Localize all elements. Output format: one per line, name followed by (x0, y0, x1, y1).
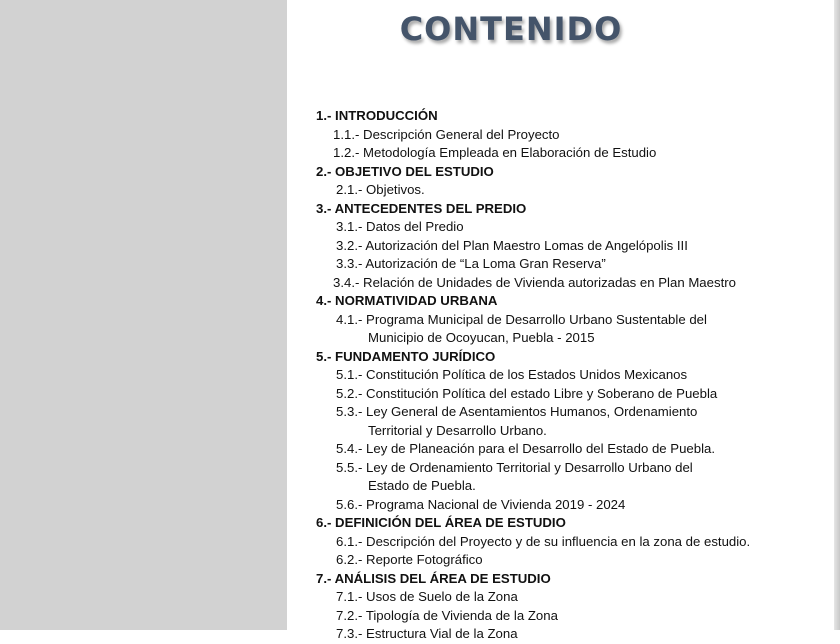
toc-entry-text: 6.- DEFINICIÓN DEL ÁREA DE ESTUDIO (316, 515, 566, 530)
right-page-edge (834, 0, 840, 630)
toc-entry-text: 5.1.- Constitución Política de los Estados Unidos Mexicanos (336, 367, 688, 382)
toc-entry (316, 181, 831, 200)
toc-section-heading (316, 570, 831, 589)
toc-entry-text: 3.4.- Relación de Unidades de Vivienda autorizadas en Plan Maestro (333, 274, 736, 290)
toc-entry-text: 6.1.- Descripción del Proyecto y de su influencia en la zona de estudio. (336, 533, 751, 549)
toc-entry (316, 237, 831, 256)
toc-entry-text: 5.4.- Ley de Planeación para el Desarrollo del Estado de Puebla. (336, 441, 716, 456)
toc-entry (316, 255, 831, 274)
toc-entry-text: 3.- ANTECEDENTES DEL PREDIO (316, 200, 527, 216)
toc-entry-text: 7.1.- Usos de Suelo de la Zona (336, 589, 518, 604)
toc-entry (316, 218, 831, 237)
toc-entry-text: 5.2.- Constitución Política del estado Libre y Soberano de Puebla (336, 385, 718, 401)
toc-entry (316, 144, 831, 163)
toc-entry-text: Municipio de Ocoyucan, Puebla - 2015 (368, 330, 595, 345)
toc-entry-continuation (316, 477, 831, 496)
toc-entry-text: 1.- INTRODUCCIÓN (316, 108, 438, 123)
toc-entry (316, 588, 831, 607)
toc-entry-text: 7.3.- Estructura Vial de la Zona (336, 626, 518, 641)
table-of-contents (316, 107, 831, 644)
left-gray-panel (0, 0, 287, 630)
toc-entry-text: 5.6.- Programa Nacional de Vivienda 2019 - 2024 (336, 496, 626, 512)
toc-entry (316, 625, 831, 644)
toc-entry (316, 403, 831, 422)
toc-entry-text: 5.5.- Ley de Ordenamiento Territorial y Desarrollo Urbano del (336, 459, 693, 475)
toc-entry-text: 7.2.- Tipología de Vivienda de la Zona (336, 607, 558, 623)
toc-entry-text: 2.1.- Objetivos. (336, 182, 425, 197)
toc-entry-text: 3.3.- Autorización de “La Loma Gran Reserva” (336, 256, 606, 271)
toc-section-heading (316, 514, 831, 533)
toc-entry-text: 1.1.- Descripción General del Proyecto (333, 126, 560, 142)
toc-section-heading (316, 292, 831, 311)
toc-entry-text: 7.- ANÁLISIS DEL ÁREA DE ESTUDIO (316, 570, 551, 586)
toc-entry-text: 4.1.- Programa Municipal de Desarrollo Urbano Sustentable del (336, 311, 707, 327)
toc-entry (316, 126, 831, 145)
toc-section-heading (316, 200, 831, 219)
toc-entry-continuation (316, 329, 831, 348)
toc-entry-text: Territorial y Desarrollo Urbano. (368, 422, 547, 438)
toc-entry-text: 1.2.- Metodología Empleada en Elaboración de Estudio (333, 145, 657, 160)
toc-entry (316, 459, 831, 478)
toc-entry-text: 5.3.- Ley General de Asentamientos Humanos, Ordenamiento (336, 404, 698, 419)
toc-entry-text: 3.2.- Autorización del Plan Maestro Lomas de Angelópolis III (336, 237, 688, 253)
toc-entry-text: 3.1.- Datos del Predio (336, 219, 464, 234)
toc-entry (316, 551, 831, 570)
page-title: CONTENIDO (399, 10, 623, 48)
toc-entry (316, 607, 831, 626)
toc-entry (316, 533, 831, 552)
toc-entry-text: 2.- OBJETIVO DEL ESTUDIO (316, 163, 494, 179)
toc-entry-text: 5.- FUNDAMENTO JURÍDICO (316, 348, 496, 364)
toc-section-heading (316, 163, 831, 182)
toc-entry-text: 4.- NORMATIVIDAD URBANA (316, 293, 498, 308)
toc-entry (316, 440, 831, 459)
toc-entry-text: Estado de Puebla. (368, 478, 476, 493)
toc-entry (316, 311, 831, 330)
toc-section-heading (316, 107, 831, 126)
toc-entry (316, 366, 831, 385)
toc-entry-continuation (316, 422, 831, 441)
toc-section-heading (316, 348, 831, 367)
toc-entry (316, 496, 831, 515)
toc-entry (316, 385, 831, 404)
toc-entry-text: 6.2.- Reporte Fotográfico (336, 552, 483, 567)
toc-entry (316, 274, 831, 293)
